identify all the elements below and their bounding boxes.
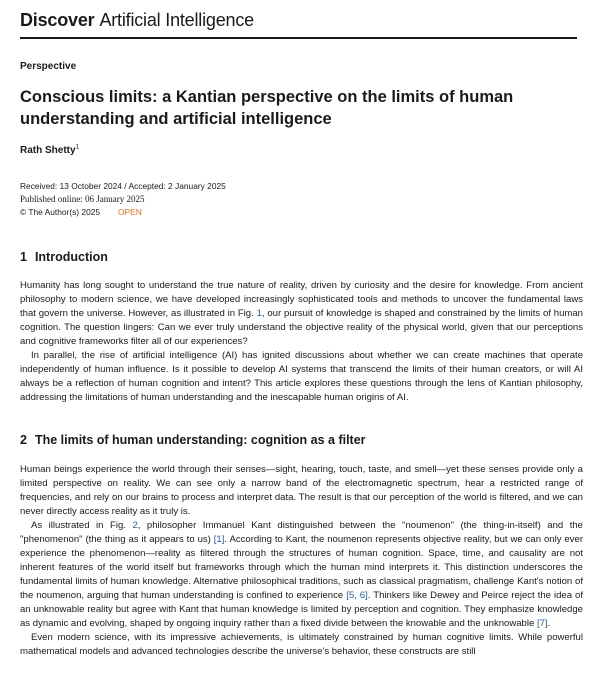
affiliation-mark[interactable]: 1: [75, 143, 80, 151]
copyright-text: © The Author(s) 2025: [20, 207, 101, 217]
section-number: 2: [20, 433, 27, 447]
paragraph: [20, 349, 583, 405]
paragraph-text: As illustrated in Fig.: [31, 520, 133, 531]
paragraph-text: Humanity has long sought to understand the true nature of reality, driven by curiosity and the desire for knowledge. From ancient philosophy to modern science, we have developed increasingly sophisticated tools and methods to uncover the fundamental laws that govern the universe. However, as illustrated in Fig.: [20, 280, 583, 319]
section-body-limits: [20, 463, 583, 659]
article-type-label: Perspective: [20, 61, 77, 72]
citation-link[interactable]: [1]: [213, 534, 225, 545]
section-heading-introduction: [20, 250, 108, 264]
paragraph: [20, 519, 583, 631]
paragraph-text: , philosopher Immanuel Kant distinguished between the "noumenon" (the thing-in-itself) and the "phenomenon" (the thing as it appears to us): [20, 520, 583, 545]
article-title: Conscious limits: a Kantian perspective on the limits of human understanding and artificial intelligence: [20, 88, 514, 128]
received-accepted-dates: Received: 13 October 2024 / Accepted: 2 January 2025: [20, 181, 226, 191]
paragraph-text: Even modern science, with its impressive achievements, is ultimately constrained by human cognitive limits. While powerful mathematical models and advanced technologies describe the universe's behavior, these constructs are still: [20, 632, 583, 657]
open-access-badge: OPEN: [118, 207, 142, 217]
section-number: 1: [20, 250, 27, 264]
paragraph-text: , our pursuit of knowledge is shaped and constrained by the limits of human cognition. The question lingers: Can we ever truly understand the objective reality of the physical world, given that our perceptions and cognitive frameworks filter all of our experiences?: [20, 308, 583, 347]
header-divider: [20, 37, 577, 39]
author-name[interactable]: Rath Shetty: [20, 145, 76, 156]
paragraph-text: Human beings experience the world through their senses—sight, hearing, touch, taste, and smell—yet these senses provide only a limited perspective on reality. We can see only a narrow band of the electromagnetic spectrum, hear a restricted range of frequencies, and rely on our brains to process and interpret data. The result is that our perception of the world is filtered, and we can never directly access reality as it truly is.: [20, 464, 583, 517]
citation-link[interactable]: [5, 6]: [346, 590, 368, 601]
paragraph: [20, 631, 583, 659]
section-body-introduction: [20, 279, 583, 405]
copyright-line: [20, 206, 226, 219]
section-title: The limits of human understanding: cognition as a filter: [34, 433, 366, 447]
figure-link[interactable]: 2: [132, 520, 138, 531]
paragraph-text: In parallel, the rise of artificial intelligence (AI) has ignited discussions about whether we can create machines that operate independently of human influence. Is it possible to develop AI systems that transcend the limits of their human creators, or will AI always be a reflection of human cognition and intent? This article explores these questions through the lens of Kantian philosophy, addressing the limitations of human understanding and the inescapable human origins of AI.: [20, 350, 583, 403]
paragraph: [20, 463, 583, 519]
paragraph-text: .: [547, 618, 551, 629]
article-dates: [20, 180, 226, 219]
paragraph: [20, 279, 583, 349]
paragraph-text: . According to Kant, the noumenon represents objective reality, but we can only ever experience the phenomenon—reality as filtered through the structures of human cognition. Space, time, and causality are not inherent features of the world itself but frameworks through which the human mind interprets it. This distinction underscores the fundamental limits of human knowledge. Alternative philosophical traditions, such as classical pragmatism, challenge Kant's notion of the noumenon, arguing that human understanding is confined to experience: [20, 534, 583, 601]
paragraph-text: . Thinkers like Dewey and Peirce reject the idea of an unknowable reality but agree with Kant that human knowledge is limited by perception and cognition. They emphasize knowledge as dynamic and evolving, shaped by ongoing inquiry rather than a fixed divide between the knowable and the unknowable: [20, 590, 583, 629]
journal-brand-bold: Discover: [20, 10, 95, 30]
citation-link[interactable]: [7]: [536, 618, 548, 629]
journal-brand-rest: Artificial Intelligence: [99, 10, 254, 30]
published-date: Published online: 06 January 2025: [20, 194, 145, 204]
section-heading-limits: [20, 433, 366, 447]
figure-link[interactable]: 1: [256, 308, 262, 319]
author-line: [20, 145, 79, 156]
journal-header[interactable]: [20, 10, 254, 31]
section-title: Introduction: [34, 250, 108, 264]
